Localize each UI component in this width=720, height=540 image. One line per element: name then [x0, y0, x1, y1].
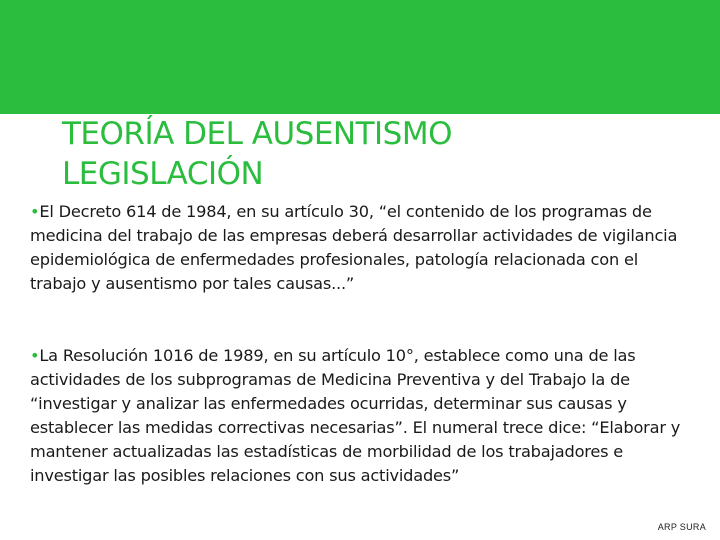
title-line-2: LEGISLACIÓN — [62, 156, 264, 192]
slide-title — [62, 114, 682, 194]
slide-body — [30, 200, 695, 488]
header-band — [0, 0, 720, 114]
footer-brand: ARP SURA — [657, 522, 706, 532]
paragraph-decreto — [30, 200, 695, 296]
title-line-1: TEORÍA DEL AUSENTISMO — [62, 116, 453, 152]
paragraph-text: El Decreto 614 de 1984, en su artículo 30, “el contenido de los programas de medicina del trabajo de las empresas deberá desarrollar actividades de vigilancia epidemiológica de enfermedades profesionales, patología relacionada con el trabajo y ausentismo por tales causas...” — [30, 202, 678, 293]
bullet-icon: • — [30, 202, 40, 221]
paragraph-text: La Resolución 1016 de 1989, en su artículo 10°, establece como una de las actividades de los subprogramas de Medicina Preventiva y del Trabajo la de “investigar y analizar las enfermedades ocurridas, determinar sus causas y establecer las medidas correctivas necesarias”. El numeral trece dice: “Elaborar y mantener actualizadas las estadísticas de morbilidad de los trabajadores e investigar las posibles relaciones con sus actividades” — [30, 346, 681, 485]
bullet-icon: • — [30, 346, 40, 365]
paragraph-resolucion — [30, 344, 695, 488]
